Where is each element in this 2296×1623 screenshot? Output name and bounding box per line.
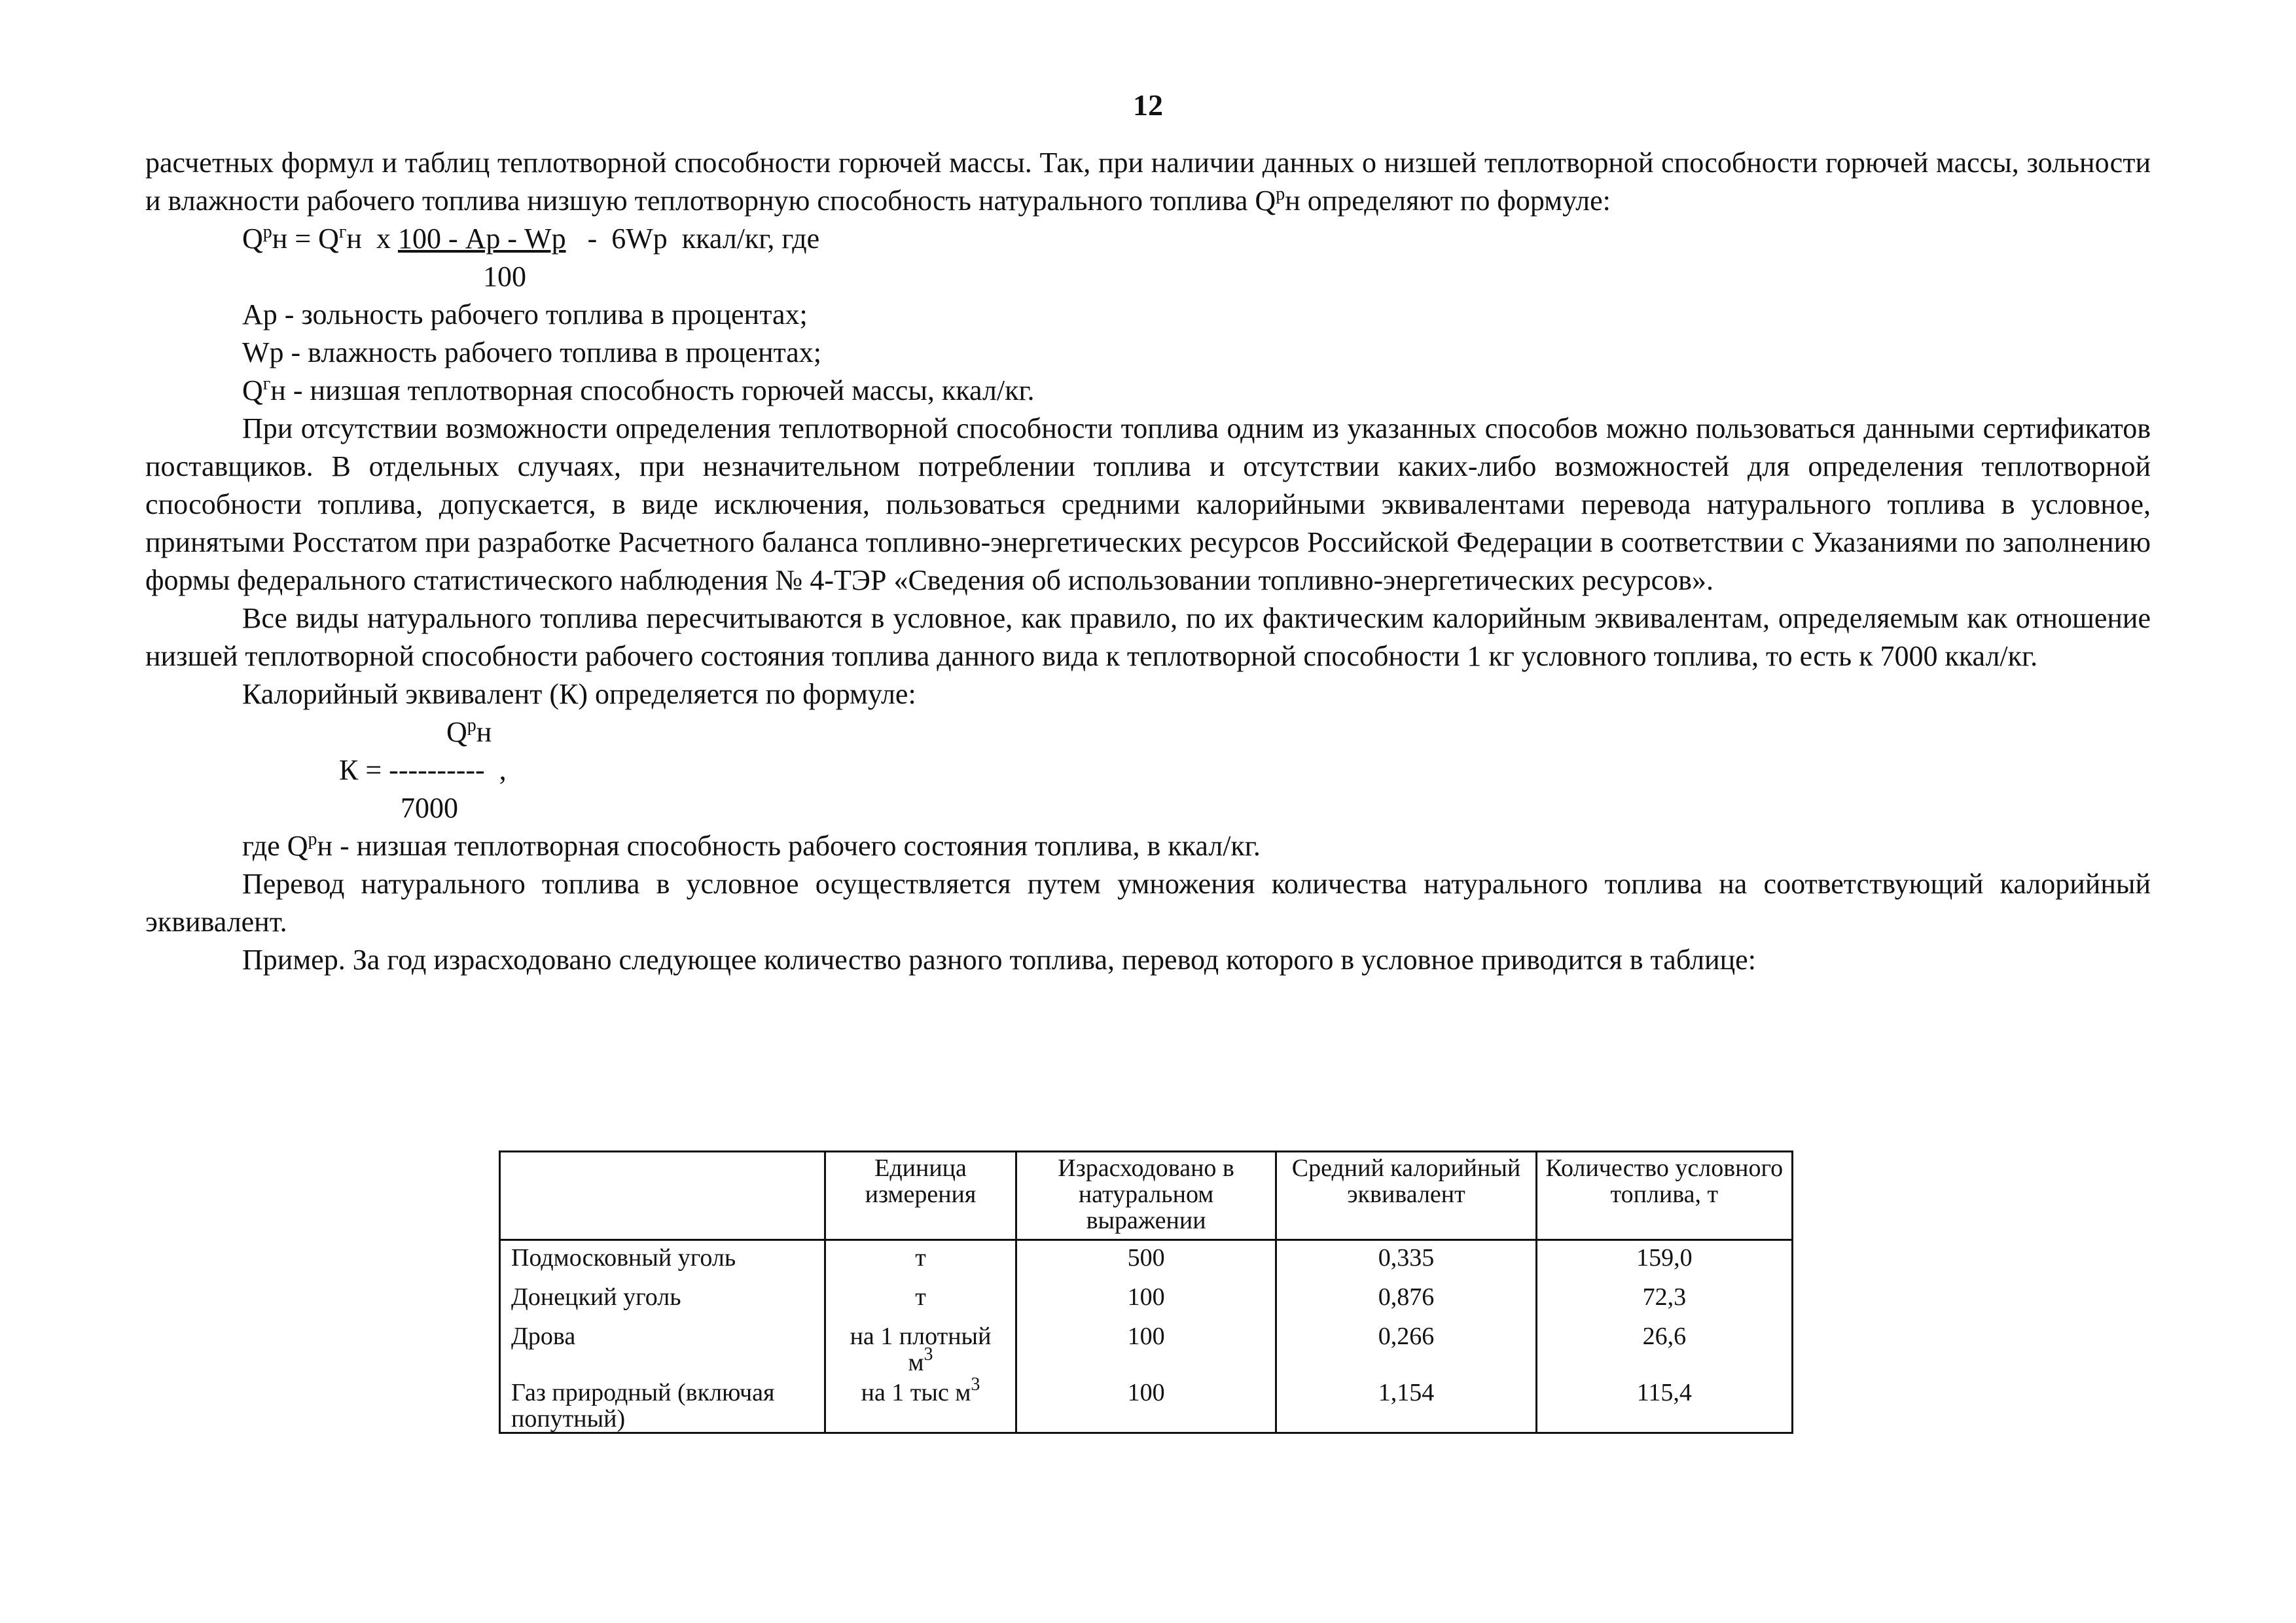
cell-consumed: 100 <box>1016 1280 1276 1319</box>
page-number: 12 <box>1133 88 1163 122</box>
cell-fuel-name: Газ природный (включая попутный) <box>500 1376 825 1433</box>
cell-conventional: 159,0 <box>1536 1240 1792 1281</box>
cell-fuel-name: Донецкий уголь <box>500 1280 825 1319</box>
header-unit: Единица измерения <box>825 1152 1016 1240</box>
cell-unit: т <box>825 1240 1016 1281</box>
cell-conventional: 26,6 <box>1536 1319 1792 1376</box>
paragraph-example: Пример. За год израсходовано следующее количество разного топлива, перевод которого в условное приводится в таблице: <box>242 944 1756 976</box>
definition-moisture: Wр - влажность рабочего топлива в процентах; <box>242 336 822 368</box>
cell-unit: на 1 плотный $м^3$ <box>825 1319 1016 1376</box>
net-calorific-value-formula: $Q^рн = Q^гн$ х 100 - Ар - Wр - 6Wр ккал/кг, где 100 <box>242 220 2151 296</box>
cell-unit: на 1 тыс $м^3$ <box>825 1376 1016 1433</box>
formula2-explanation: где $Q^рн$ - низшая теплотворная способность рабочего состояния топлива, в ккал/кг. <box>242 829 1261 862</box>
paragraph-multiplication: Перевод натурального топлива в условное осуществляется путем умножения количества натурального топлива на соответствующий калорийный эквивалент. <box>145 868 2151 938</box>
cell-consumed: 100 <box>1016 1319 1276 1376</box>
formula-numerator: 100 - Ар - Wр <box>397 223 566 255</box>
header-equivalent: Средний калорийный эквивалент <box>1276 1152 1536 1240</box>
paragraph-certificates: При отсутствии возможности определения теплотворной способности топлива одним из указанных способов можно пользоваться данными сертификатов поставщиков. В отдельных случаях, при незначительном потреблении топлива и отсутствии каких-либо возможностей для определения теплотворной способности топлива, допускается, в виде исключения, пользоваться средними калорийными эквивалентами перевода натурального топлива в условное, принятыми Росстатом при разработке Расчетного баланса топливно-энергетических ресурсов Российской Федерации в соответствии с Указаниями по заполнению формы федерального статистического наблюдения № 4-ТЭР «Сведения об использовании топливно-энергетических ресурсов». <box>145 412 2151 596</box>
cell-consumed: 100 <box>1016 1376 1276 1433</box>
cell-equivalent: 0,266 <box>1276 1319 1536 1376</box>
formula2-numerator: $Q^рн$ <box>446 715 492 748</box>
paragraph-calorific-equivalent: Калорийный эквивалент (К) определяется по формуле: <box>242 678 916 710</box>
formula-denominator: 100 <box>483 260 526 293</box>
intro-paragraph: расчетных формул и таблиц теплотворной способности горючей массы. Так, при наличии данных о низшей теплотворной способности горючей массы, зольности и влажности рабочего топлива низшую теплотворную способность натурального топлива $Q^рн$ определяют по формуле: <box>145 147 2151 217</box>
cell-equivalent: 0,876 <box>1276 1280 1536 1319</box>
definition-combustible-mass: $Q^гн$ - низшая теплотворная способность горючей массы, ккал/кг. <box>242 374 1035 406</box>
cell-consumed: 500 <box>1016 1240 1276 1281</box>
paragraph-conversion-rule: Все виды натурального топлива пересчитываются в условное, как правило, по их фактическим калорийным эквивалентам, определяемым как отношение низшей теплотворной способности рабочего состояния топлива данного вида к теплотворной способности 1 кг условного топлива, то есть к 7000 ккал/кг. <box>145 602 2151 672</box>
cell-unit: т <box>825 1280 1016 1319</box>
cell-fuel-name: Подмосковный уголь <box>500 1240 825 1281</box>
formula2-denominator: 7000 <box>401 792 458 824</box>
table-header-row <box>500 1152 1793 1240</box>
header-fuel <box>500 1152 825 1240</box>
definition-ash: Ар - зольность рабочего топлива в процентах; <box>242 298 808 330</box>
cell-equivalent: 1,154 <box>1276 1376 1536 1433</box>
cell-conventional: 115,4 <box>1536 1376 1792 1433</box>
header-consumed: Израсходовано в натуральном выражении <box>1016 1152 1276 1240</box>
header-conventional: Количество условного топлива, т <box>1536 1152 1792 1240</box>
table-row <box>500 1376 1793 1433</box>
cell-conventional: 72,3 <box>1536 1280 1792 1319</box>
cell-fuel-name: Дрова <box>500 1319 825 1376</box>
table-row <box>500 1319 1793 1376</box>
table-row <box>500 1240 1793 1281</box>
table-row <box>500 1280 1793 1319</box>
fuel-conversion-table <box>499 1150 1793 1434</box>
calorific-equivalent-formula <box>145 713 2151 827</box>
cell-equivalent: 0,335 <box>1276 1240 1536 1281</box>
document-body <box>145 144 2151 979</box>
formula2-main: К = ---------- , <box>339 754 507 786</box>
